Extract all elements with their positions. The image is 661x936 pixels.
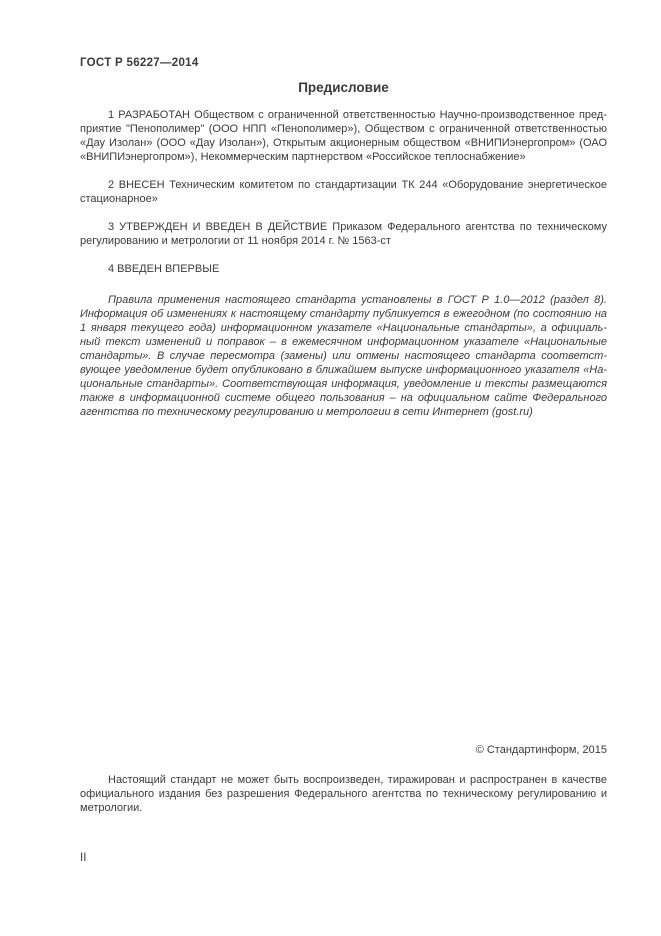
page-title: Предисловие: [298, 80, 389, 95]
reproduction-restriction-note: Настоящий стандарт не может быть воспроизведен, тиражирован и распространен в качестве официального издания без разрешения Федерального агентства по техническому регулированию и метрологии.: [80, 774, 607, 814]
foreword-item-introduced: 4 ВВЕДЕН ВПЕРВЫЕ: [108, 263, 220, 275]
document-designation: ГОСТ Р 56227—2014: [80, 57, 199, 69]
foreword-item-approved: 3 УТВЕРЖДЕН И ВВЕДЕН В ДЕЙСТВИЕ Приказом Федерального агентства по техническому регулированию и метрологии от 11 ноября 2014 г. № 1563-ст: [80, 221, 607, 247]
foreword-item-submitted: 2 ВНЕСЕН Техническим комитетом по стандартизации ТК 244 «Оборудование энергетическое стационарное»: [80, 179, 607, 205]
document-content: [80, 57, 607, 419]
application-rules-note: Правила применения настоящего стандарта установлены в ГОСТ Р 1.0—2012 (раздел 8). Информация об изменениях к настоящему стандарту публикуется в ежегодном (по состоянию на 1 января текущего года) информационном указателе «Национальные стандарты», а официальный текст изменений и поправок – в ежемесячном информационном указателе «Национальные стандарты». В случае пересмотра (замены) или отмены настоящего стандарта соответствующее уведомление будет опубликовано в ближайшем выпуске информационного указателя «Национальные стандарты». Соответствующая информация, уведомление и тексты размещаются также в информационной системе общего пользования – на официальном сайте Федерального агентства по техническому регулированию и метрологии в сети Интернет (gost.ru): [80, 294, 607, 418]
foreword-item-developed: 1 РАЗРАБОТАН Обществом с ограниченной ответственностью Научно-производственное предприятие "Пенополимер" (ООО НПП «Пенополимер»), Обществом с ограниченной ответственностью «Дау Изолан» (ООО «Дау Изолан»), Открытым акционерным обществом «ВНИПИэнергопром» (ОАО «ВНИПИэнергопром»), Некоммерческим партнерством «Российское теплоснабжение»: [80, 109, 607, 163]
page-number: II: [80, 852, 87, 864]
copyright-notice: © Стандартинформ, 2015: [475, 744, 607, 756]
